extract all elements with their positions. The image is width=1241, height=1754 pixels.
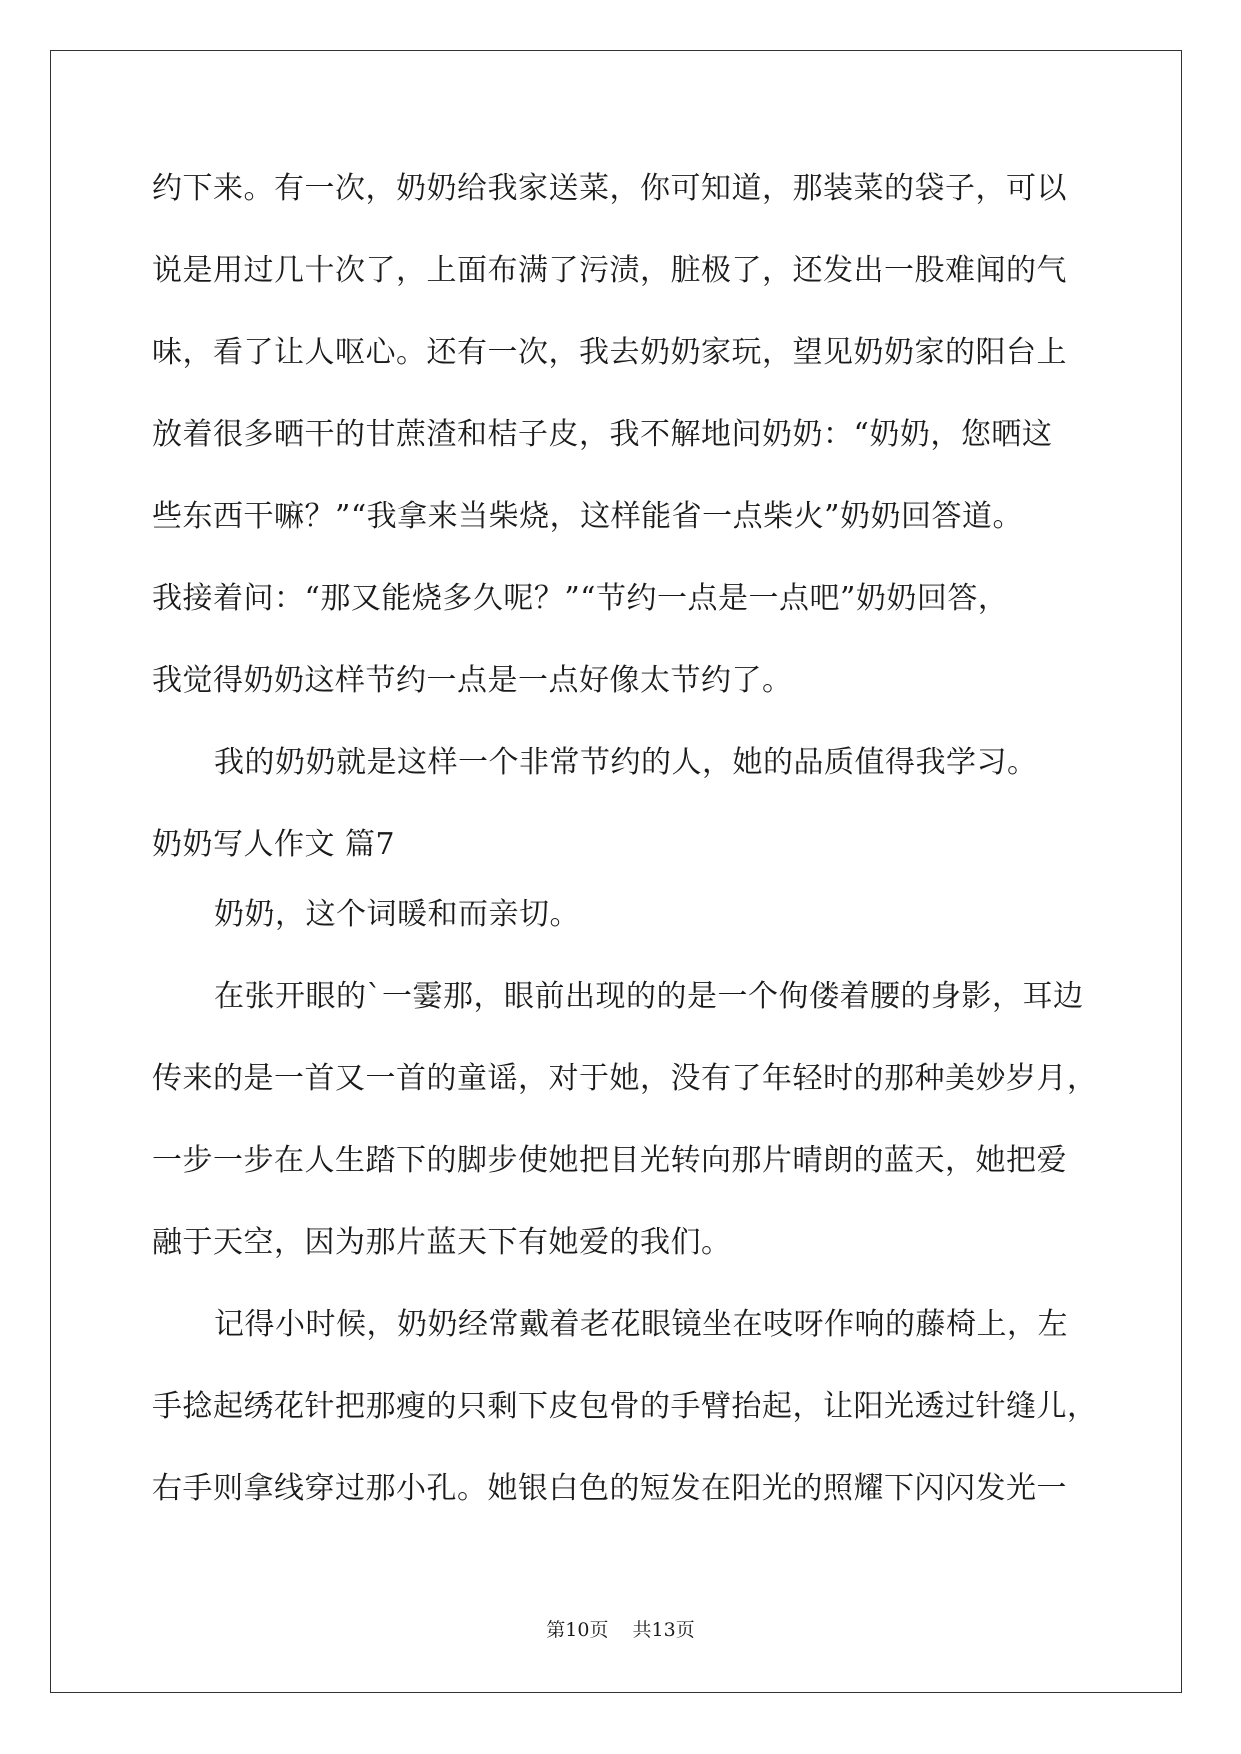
page-total: 共13页 bbox=[632, 1619, 695, 1641]
text-line: 些东西干嘛？”“我拿来当柴烧，这样能省一点柴火”奶奶回答道。 bbox=[152, 499, 1024, 534]
text-line: 右手则拿线穿过那小孔。她银白色的短发在阳光的照耀下闪闪发光一 bbox=[152, 1471, 1067, 1506]
page-footer bbox=[0, 1615, 1241, 1642]
text-line: 一步一步在人生踏下的脚步使她把目光转向那片晴朗的蓝天，她把爱 bbox=[152, 1143, 1067, 1178]
text-line: 传来的是一首又一首的童谣，对于她，没有了年轻时的那种美妙岁月， bbox=[152, 1061, 1098, 1096]
paragraph-line: 我的奶奶就是这样一个非常节约的人，她的品质值得我学习。 bbox=[214, 745, 1038, 780]
text-line: 我觉得奶奶这样节约一点是一点好像太节约了。 bbox=[152, 663, 793, 698]
text-line: 融于天空，因为那片蓝天下有她爱的我们。 bbox=[152, 1225, 732, 1260]
text-line: 手捻起绣花针把那瘦的只剩下皮包骨的手臂抬起，让阳光透过针缝儿， bbox=[152, 1389, 1098, 1424]
text-line: 说是用过几十次了，上面布满了污渍，脏极了，还发出一股难闻的气 bbox=[152, 253, 1067, 288]
section-heading: 奶奶写人作文 篇7 bbox=[152, 827, 396, 862]
paragraph-line: 在张开眼的`一霎那，眼前出现的的是一个佝偻着腰的身影，耳边 bbox=[214, 979, 1084, 1014]
text-line: 约下来。有一次，奶奶给我家送菜，你可知道，那装菜的袋子，可以 bbox=[152, 171, 1067, 206]
text-line: 放着很多晒干的甘蔗渣和桔子皮，我不解地问奶奶：“奶奶，您晒这 bbox=[152, 417, 1053, 452]
page-number: 第10页 bbox=[546, 1619, 609, 1641]
text-line: 味，看了让人呕心。还有一次，我去奶奶家玩，望见奶奶家的阳台上 bbox=[152, 335, 1067, 370]
text-line: 我接着问：“那又能烧多久呢？”“节约一点是一点吧”奶奶回答， bbox=[152, 581, 1009, 616]
document-body bbox=[152, 160, 1098, 1542]
paragraph-line: 奶奶，这个词暖和而亲切。 bbox=[214, 897, 580, 932]
paragraph-line: 记得小时候，奶奶经常戴着老花眼镜坐在吱呀作响的藤椅上，左 bbox=[214, 1307, 1068, 1342]
